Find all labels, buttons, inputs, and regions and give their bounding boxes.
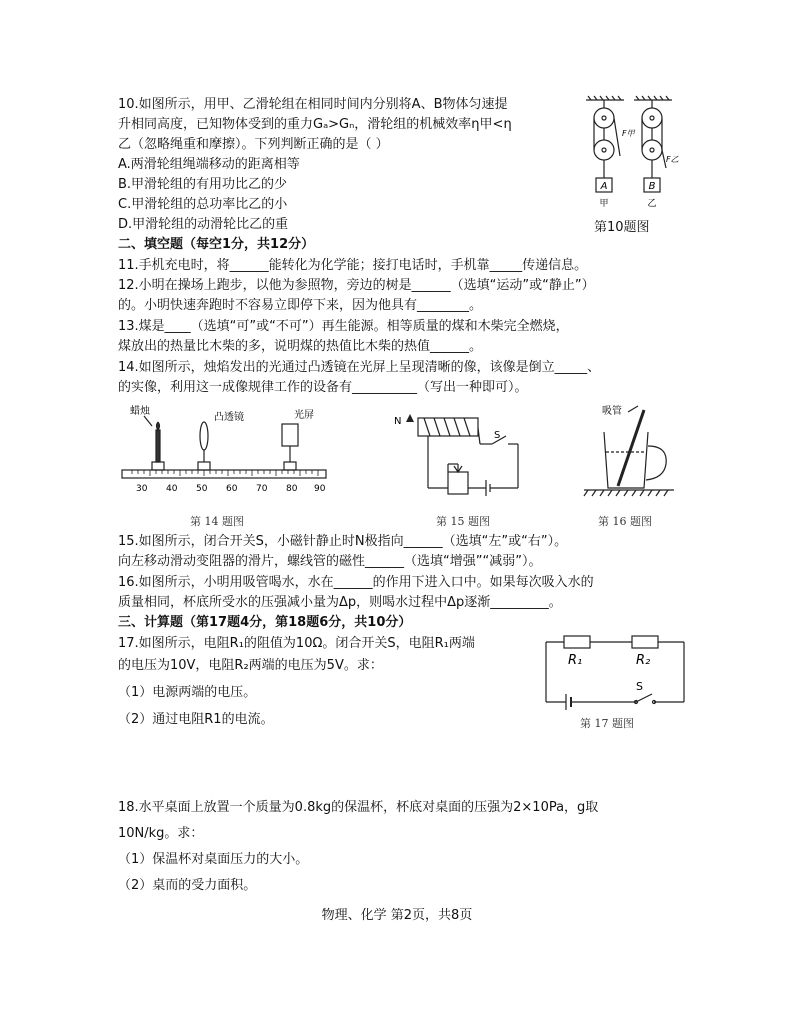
q13-line2: 煤放出的热量比木柴的多，说明煤的热值比木柴的热值______。 xyxy=(118,339,483,354)
q13-line1: 13.煤是____（选填“可”或“不可”）再生能源。相等质量的煤和木柴完全燃烧， xyxy=(118,319,569,334)
straw-label: 吸管 xyxy=(602,406,622,417)
candle-label: 蜡烛 xyxy=(130,406,150,417)
switch-s-label: S xyxy=(636,680,643,693)
q14-line2: 的实像，利用这一成像规律工作的设备有__________（写出一种即可）。 xyxy=(118,380,528,395)
switch-s-label: S xyxy=(494,430,501,441)
q15-line1: 15.如图所示，闭合开关S，小磁针静止时N极指向______（选填“左”或“右”）。 xyxy=(118,534,568,549)
fig17-caption: 第 17 题图 xyxy=(580,717,634,730)
q18-sub2: （2）桌而的受力面积。 xyxy=(118,878,257,893)
tick-50: 50 xyxy=(196,484,208,494)
fig14-caption: 第 14 题图 xyxy=(190,515,244,528)
q11-text: 11.手机充电时，将______能转化为化学能；接打电话时，手机靠_____传递信息。 xyxy=(118,258,588,273)
q10-option-d: D.甲滑轮组的动滑轮比乙的重 xyxy=(118,217,289,232)
series-circuit-figure xyxy=(540,630,690,714)
q14-line1: 14.如图所示，烛焰发出的光通过凸透镜在光屏上呈现清晰的像，该像是倒立_____、 xyxy=(118,360,601,375)
force-jia-label: F甲 xyxy=(622,129,635,138)
optical-bench-figure xyxy=(118,404,332,498)
q10-option-c: C.甲滑轮组的总功率比乙的小 xyxy=(118,197,288,212)
q18-line1: 18.水平桌面上放置一个质量为0.8kg的保温杯，杯底对桌面的压强为2×10Pa，g取 xyxy=(118,800,599,815)
pulley-jia-label: 甲 xyxy=(599,199,609,209)
fig10-caption: 第10题图 xyxy=(594,220,650,235)
tick-80: 80 xyxy=(286,484,298,494)
pulley-a-label: A xyxy=(600,181,608,192)
q12-line2: 的。小明快速奔跑时不容易立即停下来，因为他具有________。 xyxy=(118,298,483,313)
fig16-caption: 第 16 题图 xyxy=(598,515,652,528)
r2-label: R₂ xyxy=(636,653,651,668)
screen-label: 光屏 xyxy=(294,410,314,421)
tick-30: 30 xyxy=(136,484,148,494)
q12-line1: 12.小明在操场上跑步，以他为参照物，旁边的树是______（选填“运动”或“静止”） xyxy=(118,278,595,293)
q10-option-b: B.甲滑轮组的有用功比乙的少 xyxy=(118,177,288,192)
pulley-figure xyxy=(584,96,679,214)
solenoid-figure xyxy=(388,408,528,502)
q16-line1: 16.如图所示，小明用吸管喝水，水在______的作用下进入口中。如果每次吸入水的 xyxy=(118,575,594,590)
cup-straw-figure xyxy=(578,402,678,504)
q17-sub2: （2）通过电阻R1的电流。 xyxy=(118,712,274,727)
tick-70: 70 xyxy=(256,484,268,494)
q18-line2: 10N/kg。求： xyxy=(118,826,204,841)
pulley-yi-label: 乙 xyxy=(647,199,657,209)
section3-heading: 三、计算题（第17题4分，第18题6分，共10分） xyxy=(118,615,412,630)
q17-line1: 17.如图所示，电阻R₁的阻值为10Ω。闭合开关S，电阻R₁两端 xyxy=(118,636,475,651)
tick-40: 40 xyxy=(166,484,178,494)
r1-label: R₁ xyxy=(568,653,583,668)
q17-line2: 的电压为10V，电阻R₂两端的电压为5V。求： xyxy=(118,658,383,673)
tick-60: 60 xyxy=(226,484,238,494)
q15-line2: 向左移动滑动变阻器的滑片，螺线管的磁性______（选填“增强”“减弱”）。 xyxy=(118,554,542,569)
q10-line3: 乙（忽略绳重和摩擦）。下列判断正确的是（ ） xyxy=(118,137,389,152)
q10-line2: 升相同高度，已知物体受到的重力Gₐ>Gₙ，滑轮组的机械效率η甲<η xyxy=(118,117,512,132)
section2-heading: 二、填空题（每空1分，共12分） xyxy=(118,237,315,252)
q10-option-a: A.两滑轮组绳端移动的距离相等 xyxy=(118,157,300,172)
fig15-caption: 第 15 题图 xyxy=(436,515,490,528)
q10-line1: 10.如图所示，用甲、乙滑轮组在相同时间内分别将A、B物体匀速提 xyxy=(118,97,508,112)
force-yi-label: F乙 xyxy=(666,155,679,164)
tick-90: 90 xyxy=(314,484,326,494)
lens-label: 凸透镜 xyxy=(214,412,244,423)
q16-line2: 质量相同，杯底所受水的压强减小量为Δp，则喝水过程中Δp逐渐_________。 xyxy=(118,595,562,610)
compass-n-label: N xyxy=(394,416,402,427)
page-footer: 物理、化学 第2页，共8页 xyxy=(321,908,473,923)
q18-sub1: （1）保温杯对桌面压力的大小。 xyxy=(118,852,309,867)
q17-sub1: （1）电源两端的电压。 xyxy=(118,685,257,700)
pulley-b-label: B xyxy=(648,181,656,192)
